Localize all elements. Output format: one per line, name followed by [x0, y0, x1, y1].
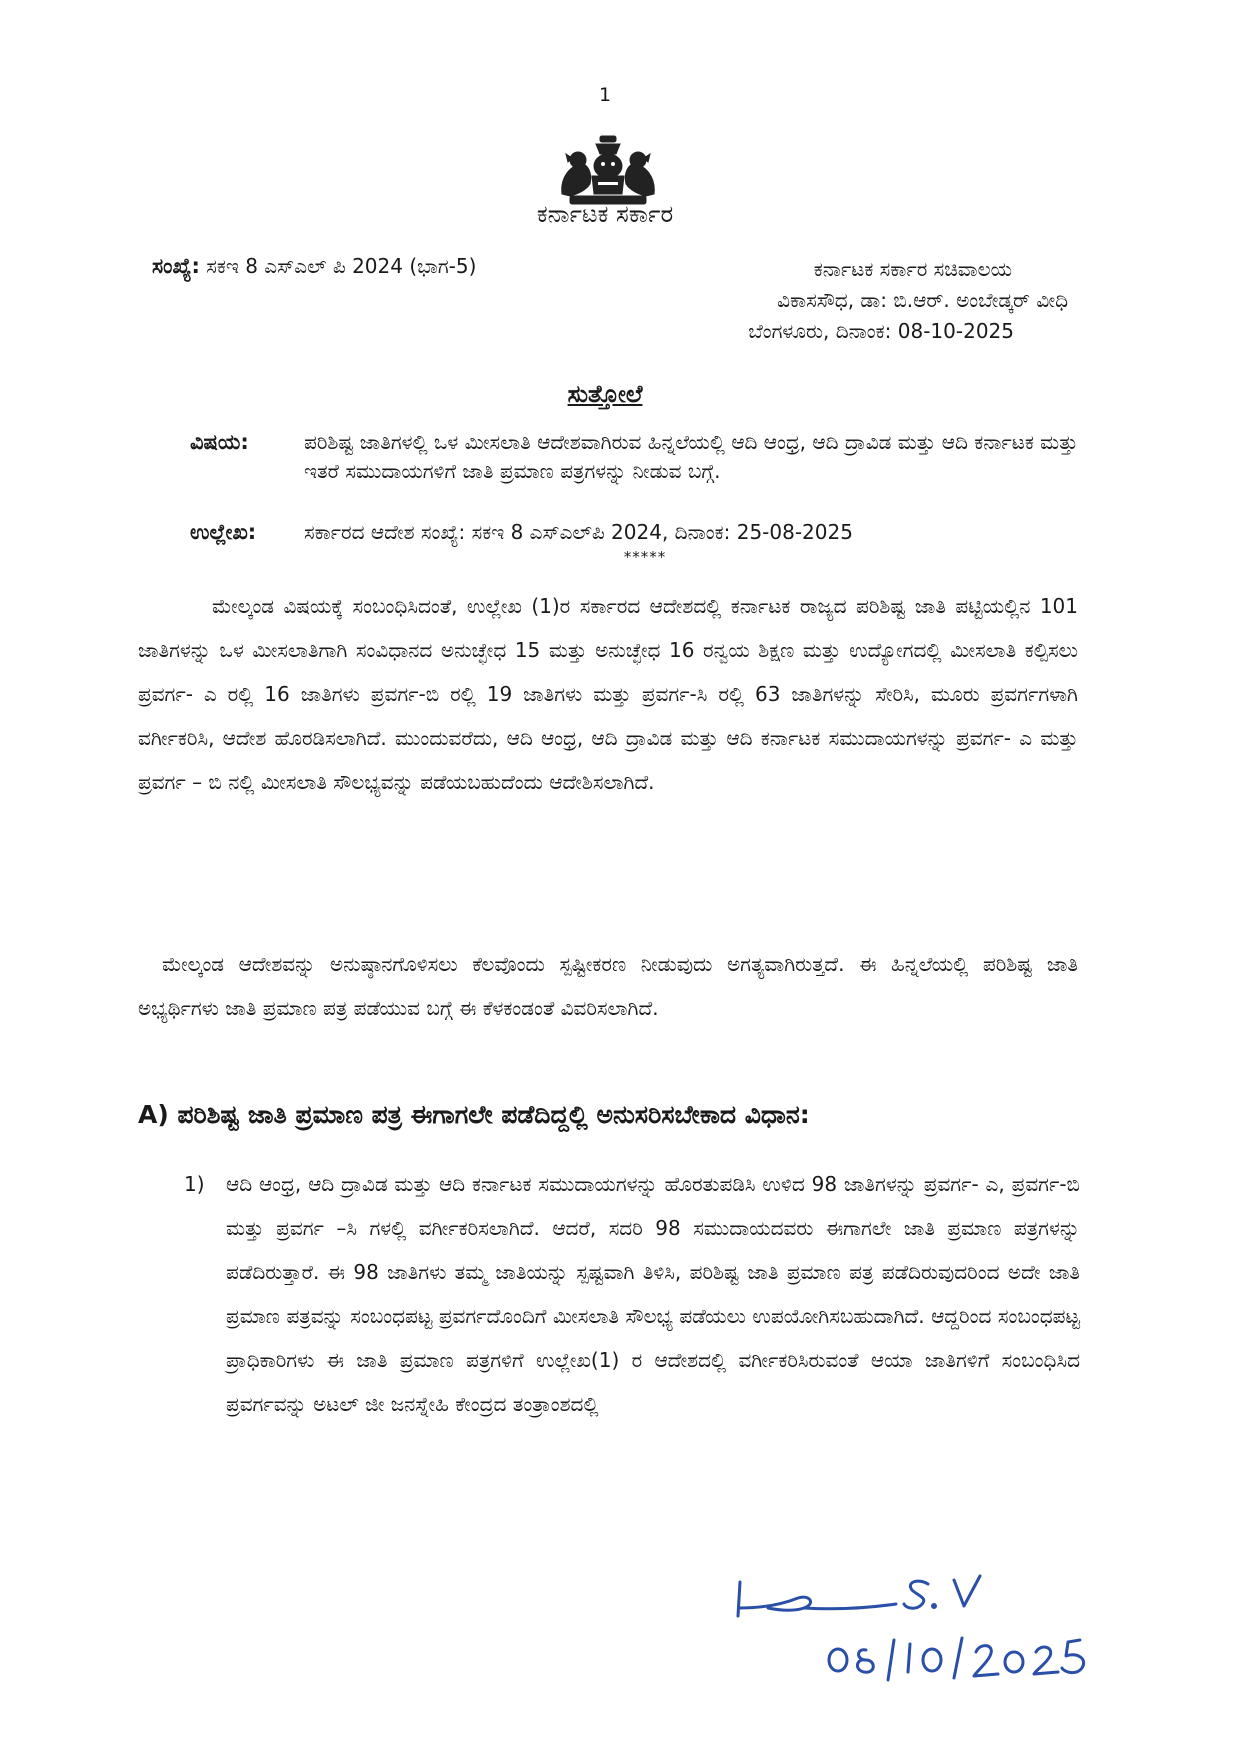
reference-block	[190, 518, 1090, 547]
office-line-3: ಬೆಂಗಳೂರು, ದಿನಾಂಕ: 08-10-2025	[748, 319, 1014, 343]
karnataka-emblem-icon	[556, 134, 660, 206]
office-address	[748, 254, 1068, 347]
subject-block	[190, 428, 1090, 486]
government-name: ಕರ್ನಾಟಕ ಸರ್ಕಾರ	[536, 200, 674, 228]
order-number-label: ಸಂಖ್ಯೆ:	[152, 254, 200, 278]
reference-label: ಉಲ್ಲೇಖ:	[190, 520, 257, 544]
item-text: ಆದಿ ಆಂಧ್ರ, ಆದಿ ದ್ರಾವಿಡ ಮತ್ತು ಆದಿ ಕರ್ನಾಟಕ ಸಮುದಾಯಗಳನ್ನು ಹೊರತುಪಡಿಸಿ ಉಳಿದ 98 ಜಾತಿಗಳನ್ನು ಪ್ರವರ್ಗ- ಎ, ಪ್ರವರ್ಗ-ಬಿ ಮತ್ತು ಪ್ರವರ್ಗ –ಸಿ ಗಳಲ್ಲಿ ವರ್ಗೀಕರಿಸಲಾಗಿದೆ. ಆದರೆ, ಸದರಿ 98 ಸಮುದಾಯದವರು ಈಗಾಗಲೇ ಜಾತಿ ಪ್ರಮಾಣ ಪತ್ರಗಳನ್ನು ಪಡೆದಿರುತ್ತಾರೆ. ಈ 98 ಜಾತಿಗಳು ತಮ್ಮ ಜಾತಿಯನ್ನು ಸ್ಪಷ್ಟವಾಗಿ ತಿಳಿಸಿ, ಪರಿಶಿಷ್ಟ ಜಾತಿ ಪ್ರಮಾಣ ಪತ್ರ ಪಡೆದಿರುವುದರಿಂದ ಅದೇ ಜಾತಿ ಪ್ರಮಾಣ ಪತ್ರವನ್ನು ಸಂಬಂಧಪಟ್ಟ ಪ್ರವರ್ಗದೊಂದಿಗೆ ಮೀಸಲಾತಿ ಸೌಲಭ್ಯ ಪಡೆಯಲು ಉಪಯೋಗಿಸಬಹುದಾಗಿದೆ. ಆದ್ದರಿಂದ ಸಂಬಂಧಪಟ್ಟ ಪ್ರಾಧಿಕಾರಿಗಳು ಈ ಜಾತಿ ಪ್ರಮಾಣ ಪತ್ರಗಳಿಗೆ ಉಲ್ಲೇಖ(1) ರ ಆದೇಶದಲ್ಲಿ ವರ್ಗೀಕರಿಸಿರುವಂತೆ ಆಯಾ ಜಾತಿಗಳಿಗೆ ಸಂಬಂಧಿಸಿದ ಪ್ರವರ್ಗವನ್ನು ಅಟಲ್ ಜೀ ಜನಸ್ನೇಹಿ ಕೇಂದ್ರದ ತಂತ್ರಾಂಶದಲ್ಲಿ	[226, 1172, 1080, 1416]
separator: *****	[623, 548, 667, 566]
document-heading: ಸುತ್ತೋಲೆ	[567, 380, 643, 408]
section-a-title: A) ಪರಿಶಿಷ್ಟ ಜಾತಿ ಪ್ರಮಾಣ ಪತ್ರ ಈಗಾಗಲೇ ಪಡೆದಿದ್ದಲ್ಲಿ ಅನುಸರಿಸಬೇಕಾದ ವಿಧಾನ:	[138, 1100, 810, 1129]
office-line-2: ವಿಕಾಸಸೌಧ, ಡಾ: ಬಿ.ಆರ್. ಅಂಬೇಡ್ಕರ್ ವೀಧಿ	[777, 288, 1068, 312]
order-number	[152, 254, 476, 279]
body-paragraph-2: ಮೇಲ್ಕಂಡ ಆದೇಶವನ್ನು ಅನುಷ್ಠಾನಗೊಳಿಸಲು ಕೆಲವೊಂದು ಸ್ಪಷ್ಟೀಕರಣ ನೀಡುವುದು ಅಗತ್ಯವಾಗಿರುತ್ತದೆ. ಈ ಹಿನ್ನಲೆಯಲ್ಲಿ ಪರಿಶಿಷ್ಟ ಜಾತಿ ಅಭ್ಯರ್ಥಿಗಳು ಜಾತಿ ಪ್ರಮಾಣ ಪತ್ರ ಪಡೆಯುವ ಬಗ್ಗೆ ಈ ಕೆಳಕಂಡಂತೆ ವಿವರಿಸಲಾಗಿದೆ.	[138, 952, 1078, 1020]
section-a-item-1	[184, 1162, 1080, 1426]
page-number: 1	[598, 84, 612, 106]
reference-text: ಸರ್ಕಾರದ ಆದೇಶ ಸಂಖ್ಯೆ: ಸಕಇ 8 ಎಸ್‌ಎಲ್‌ಪಿ 2024, ದಿನಾಂಕ: 25-08-2025	[304, 520, 853, 544]
body-paragraph-1: ಮೇಲ್ಕಂಡ ವಿಷಯಕ್ಕೆ ಸಂಬಂಧಿಸಿದಂತೆ, ಉಲ್ಲೇಖ (1)ರ ಸರ್ಕಾರದ ಆದೇಶದಲ್ಲಿ ಕರ್ನಾಟಕ ರಾಜ್ಯದ ಪರಿಶಿಷ್ಟ ಜಾತಿ ಪಟ್ಟಿಯಲ್ಲಿನ 101 ಜಾತಿಗಳನ್ನು ಒಳ ಮೀಸಲಾತಿಗಾಗಿ ಸಂವಿಧಾನದ ಅನುಚ್ಛೇಧ 15 ಮತ್ತು ಅನುಚ್ಛೇಧ 16 ರನ್ವಯ ಶಿಕ್ಷಣ ಮತ್ತು ಉದ್ಯೋಗದಲ್ಲಿ ಮೀಸಲಾತಿ ಕಲ್ಪಿಸಲು ಪ್ರವರ್ಗ- ಎ ರಲ್ಲಿ 16 ಜಾತಿಗಳು ಪ್ರವರ್ಗ-ಬಿ ರಲ್ಲಿ 19 ಜಾತಿಗಳು ಮತ್ತು ಪ್ರವರ್ಗ-ಸಿ ರಲ್ಲಿ 63 ಜಾತಿಗಳನ್ನು ಸೇರಿಸಿ, ಮೂರು ಪ್ರವರ್ಗಗಳಾಗಿ ವರ್ಗೀಕರಿಸಿ, ಆದೇಶ ಹೊರಡಿಸಲಾಗಿದೆ. ಮುಂದುವರೆದು, ಆದಿ ಆಂಧ್ರ, ಆದಿ ದ್ರಾವಿಡ ಮತ್ತು ಆದಿ ಕರ್ನಾಟಕ ಸಮುದಾಯಗಳನ್ನು ಪ್ರವರ್ಗ- ಎ ಮತ್ತು ಪ್ರವರ್ಗ – ಬಿ ನಲ್ಲಿ ಮೀಸಲಾತಿ ಸೌಲಭ್ಯವನ್ನು ಪಡೆಯಬಹುದೆಂದು ಆದೇಶಿಸಲಾಗಿದೆ.	[138, 594, 1078, 794]
office-line-1: ಕರ್ನಾಟಕ ಸರ್ಕಾರ ಸಚಿವಾಲಯ	[813, 257, 1012, 281]
handwritten-signature	[718, 1568, 1138, 1698]
item-number: 1)	[184, 1172, 205, 1196]
order-number-value: ಸಕಇ 8 ಎಸ್‌ಎಲ್ ಪಿ 2024 (ಭಾಗ-5)	[206, 254, 477, 278]
subject-text: ಪರಿಶಿಷ್ಟ ಜಾತಿಗಳಲ್ಲಿ ಒಳ ಮೀಸಲಾತಿ ಆದೇಶವಾಗಿರುವ ಹಿನ್ನಲೆಯಲ್ಲಿ ಆದಿ ಆಂಧ್ರ, ಆದಿ ದ್ರಾವಿಡ ಮತ್ತು ಆದಿ ಕರ್ನಾಟಕ ಮತ್ತು ಇತರೆ ಸಮುದಾಯಗಳಿಗೆ ಜಾತಿ ಪ್ರಮಾಣ ಪತ್ರಗಳನ್ನು ನೀಡುವ ಬಗ್ಗೆ.	[304, 430, 1078, 483]
subject-label: ವಿಷಯ:	[190, 430, 249, 454]
